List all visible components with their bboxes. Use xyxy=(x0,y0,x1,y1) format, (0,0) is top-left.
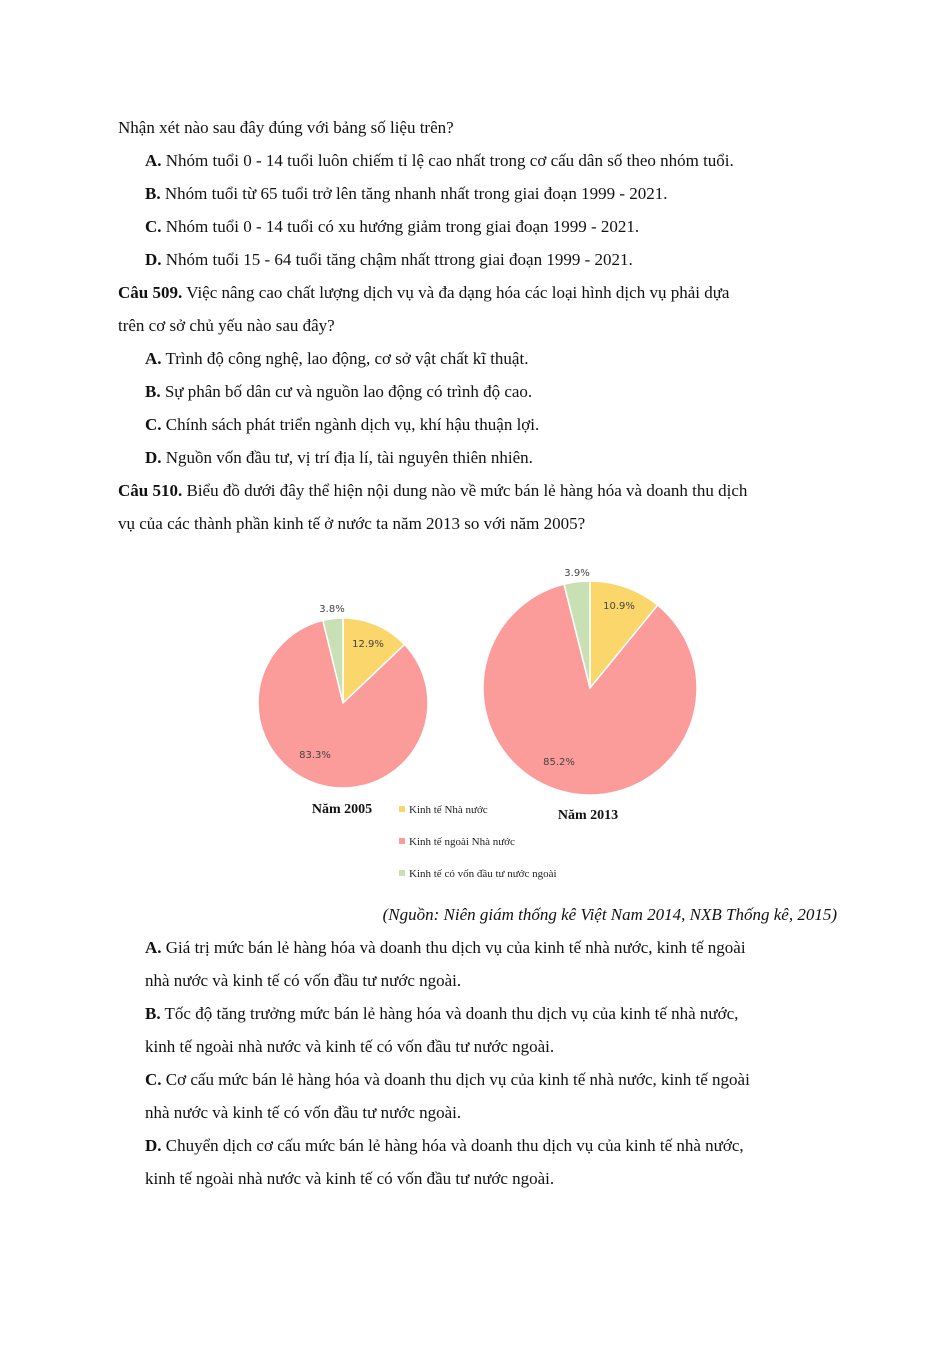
q510-option-d: D. Chuyển dịch cơ cấu mức bán lẻ hàng hóa và doanh thu dịch vụ của kinh tế nhà nước, xyxy=(145,1136,744,1155)
q510-option-a-cont: nhà nước và kinh tế có vốn đầu tư nước ngoài. xyxy=(145,971,462,990)
q509-option-a: A. Trình độ công nghệ, lao động, cơ sở vật chất kĩ thuật. xyxy=(145,349,529,368)
q510-option-b: B. Tốc độ tăng trưởng mức bán lẻ hàng hóa và doanh thu dịch vụ của kinh tế nhà nước, xyxy=(145,1004,739,1023)
q508-option-b: B. Nhóm tuổi từ 65 tuổi trở lên tăng nhanh nhất trong giai đoạn 1999 - 2021. xyxy=(145,184,668,203)
data-label: 10.9% xyxy=(603,601,635,612)
data-label: 12.9% xyxy=(352,639,384,650)
q509-option-b: B. Sự phân bố dân cư và nguồn lao động có trình độ cao. xyxy=(145,382,533,401)
q510-option-c: C. Cơ cấu mức bán lẻ hàng hóa và doanh thu dịch vụ của kinh tế nhà nước, kinh tế ngoài xyxy=(145,1070,750,1089)
pie-title: Năm 2013 xyxy=(557,808,619,823)
q508-option-d: D. Nhóm tuổi 15 - 64 tuổi tăng chậm nhất ttrong giai đoạn 1999 - 2021. xyxy=(145,250,633,269)
q509-option-c: C. Chính sách phát triển ngành dịch vụ, khí hậu thuận lợi. xyxy=(145,415,540,434)
legend-label: Kinh tế Nhà nước xyxy=(409,804,488,816)
question-text: Nhận xét nào sau đây đúng với bảng số liệu trên? xyxy=(118,118,454,137)
pie-title: Năm 2005 xyxy=(311,802,373,817)
source-citation: (Nguồn: Niên giám thống kê Việt Nam 2014, NXB Thống kê, 2015) xyxy=(382,905,837,924)
legend-swatch xyxy=(399,838,405,844)
q509-question-cont: trên cơ sở chủ yếu nào sau đây? xyxy=(118,316,335,335)
legend-label: Kinh tế ngoài Nhà nước xyxy=(409,836,515,848)
data-label: 83.3% xyxy=(299,750,331,761)
q508-option-a: A. Nhóm tuổi 0 - 14 tuổi luôn chiếm tỉ lệ cao nhất trong cơ cấu dân số theo nhóm tuổi. xyxy=(145,151,734,170)
q510-question-cont: vụ của các thành phần kinh tế ở nước ta năm 2013 so với năm 2005? xyxy=(118,514,586,533)
q510-option-b-cont: kinh tế ngoài nhà nước và kinh tế có vốn đầu tư nước ngoài. xyxy=(145,1037,555,1056)
legend-swatch xyxy=(399,806,405,812)
q509-question: Câu 509. Việc nâng cao chất lượng dịch vụ và đa dạng hóa các loại hình dịch vụ phải dựa xyxy=(118,283,730,302)
legend-label: Kinh tế có vốn đầu tư nước ngoài xyxy=(409,868,557,880)
legend-swatch xyxy=(399,870,405,876)
q510-option-c-cont: nhà nước và kinh tế có vốn đầu tư nước ngoài. xyxy=(145,1103,462,1122)
q508-option-c: C. Nhóm tuổi 0 - 14 tuổi có xu hướng giảm trong giai đoạn 1999 - 2021. xyxy=(145,217,640,236)
data-label: 85.2% xyxy=(543,757,575,768)
q509-option-d: D. Nguồn vốn đầu tư, vị trí địa lí, tài nguyên thiên nhiên. xyxy=(145,448,533,467)
data-label: 3.8% xyxy=(319,604,345,615)
q510-question: Câu 510. Biểu đồ dưới đây thể hiện nội dung nào về mức bán lẻ hàng hóa và doanh thu dịch xyxy=(118,481,748,500)
q510-option-a: A. Giá trị mức bán lẻ hàng hóa và doanh thu dịch vụ của kinh tế nhà nước, kinh tế ngoài xyxy=(145,938,746,957)
q510-option-d-cont: kinh tế ngoài nhà nước và kinh tế có vốn đầu tư nước ngoài. xyxy=(145,1169,555,1188)
data-label: 3.9% xyxy=(564,568,590,579)
